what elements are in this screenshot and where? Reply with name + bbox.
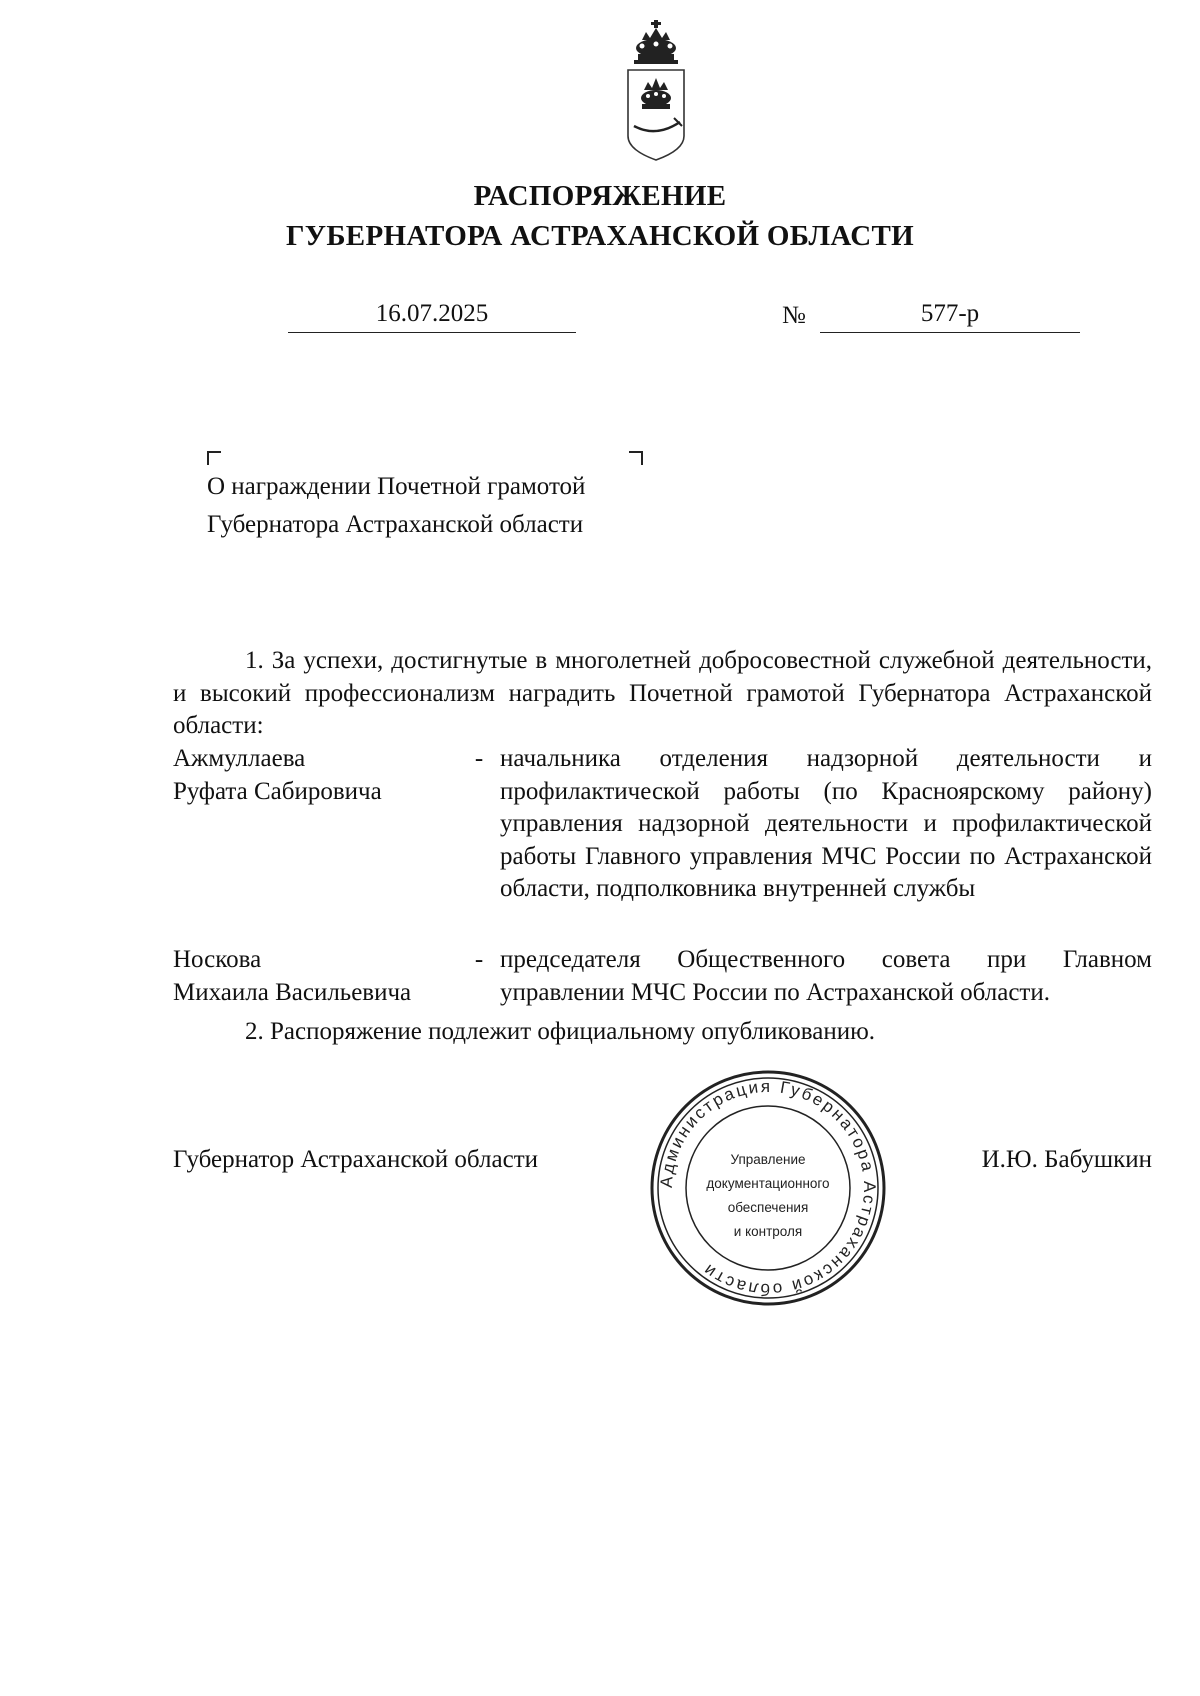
awardee-name — [173, 944, 473, 1009]
awardee-surname: Ажмуллаева — [173, 745, 306, 772]
document-subject — [207, 468, 585, 544]
awardee-dash: - — [474, 946, 484, 973]
document-title: РАСПОРЯЖЕНИЕ — [473, 180, 727, 212]
awardee-description: начальника отделения надзорной деятельности и профилактической работы (по Красноярскому району) управления надзорной деятельности и профилактической работы Главного управления МЧС России по Астраханской области, подполковника внутренней службы — [500, 745, 1152, 902]
awardee-row — [173, 743, 1152, 943]
official-stamp — [648, 1068, 888, 1308]
subject-line: О награждении Почетной грамотой — [207, 473, 586, 500]
number-underline — [820, 332, 1080, 333]
document-date: 16.07.2025 — [375, 300, 489, 327]
awardee-given-name: Руфата Сабировича — [173, 777, 382, 805]
awardee-description: председателя Общественного совета при Главном управлении МЧС России по Астраханской области. — [500, 946, 1152, 1006]
paragraph-2: 2. Распоряжение подлежит официальному опубликованию. — [245, 1018, 876, 1045]
awardee-dash: - — [474, 745, 484, 772]
awardee-given-name: Михаила Васильевича — [173, 978, 412, 1006]
stamp-center-line: Управление — [730, 1152, 806, 1167]
stamp-center-line: и контроля — [733, 1224, 803, 1239]
stamp-center-line: обеспечения — [727, 1200, 809, 1215]
awardee-row — [173, 944, 1152, 1014]
stamp-ring-text: Администрация Губернатора Астраханской области — [656, 1076, 880, 1300]
subject-corner-left — [207, 451, 221, 465]
awardee-name — [173, 743, 473, 808]
number-sign: № — [782, 302, 806, 329]
subject-corner-right — [629, 451, 643, 465]
date-underline — [288, 332, 576, 333]
signatory-name: И.Ю. Бабушкин — [981, 1146, 1152, 1173]
stamp-center-line: документационного — [706, 1176, 830, 1191]
astrakhan-coat-of-arms-emblem — [618, 18, 694, 168]
paragraph-1: 1. За успехи, достигнутые в многолетней добросовестной служебной деятельности, и высокий профессионализм наградить Почетной грамотой Губернатора Астраханской области: — [173, 647, 1152, 739]
awardee-surname: Носкова — [173, 946, 262, 973]
document-number: 577-р — [920, 300, 980, 327]
subject-line: Губернатора Астраханской области — [207, 511, 584, 538]
document-issuer: ГУБЕРНАТОРА АСТРАХАНСКОЙ ОБЛАСТИ — [286, 220, 914, 252]
signatory-position: Губернатор Астраханской области — [173, 1146, 539, 1173]
